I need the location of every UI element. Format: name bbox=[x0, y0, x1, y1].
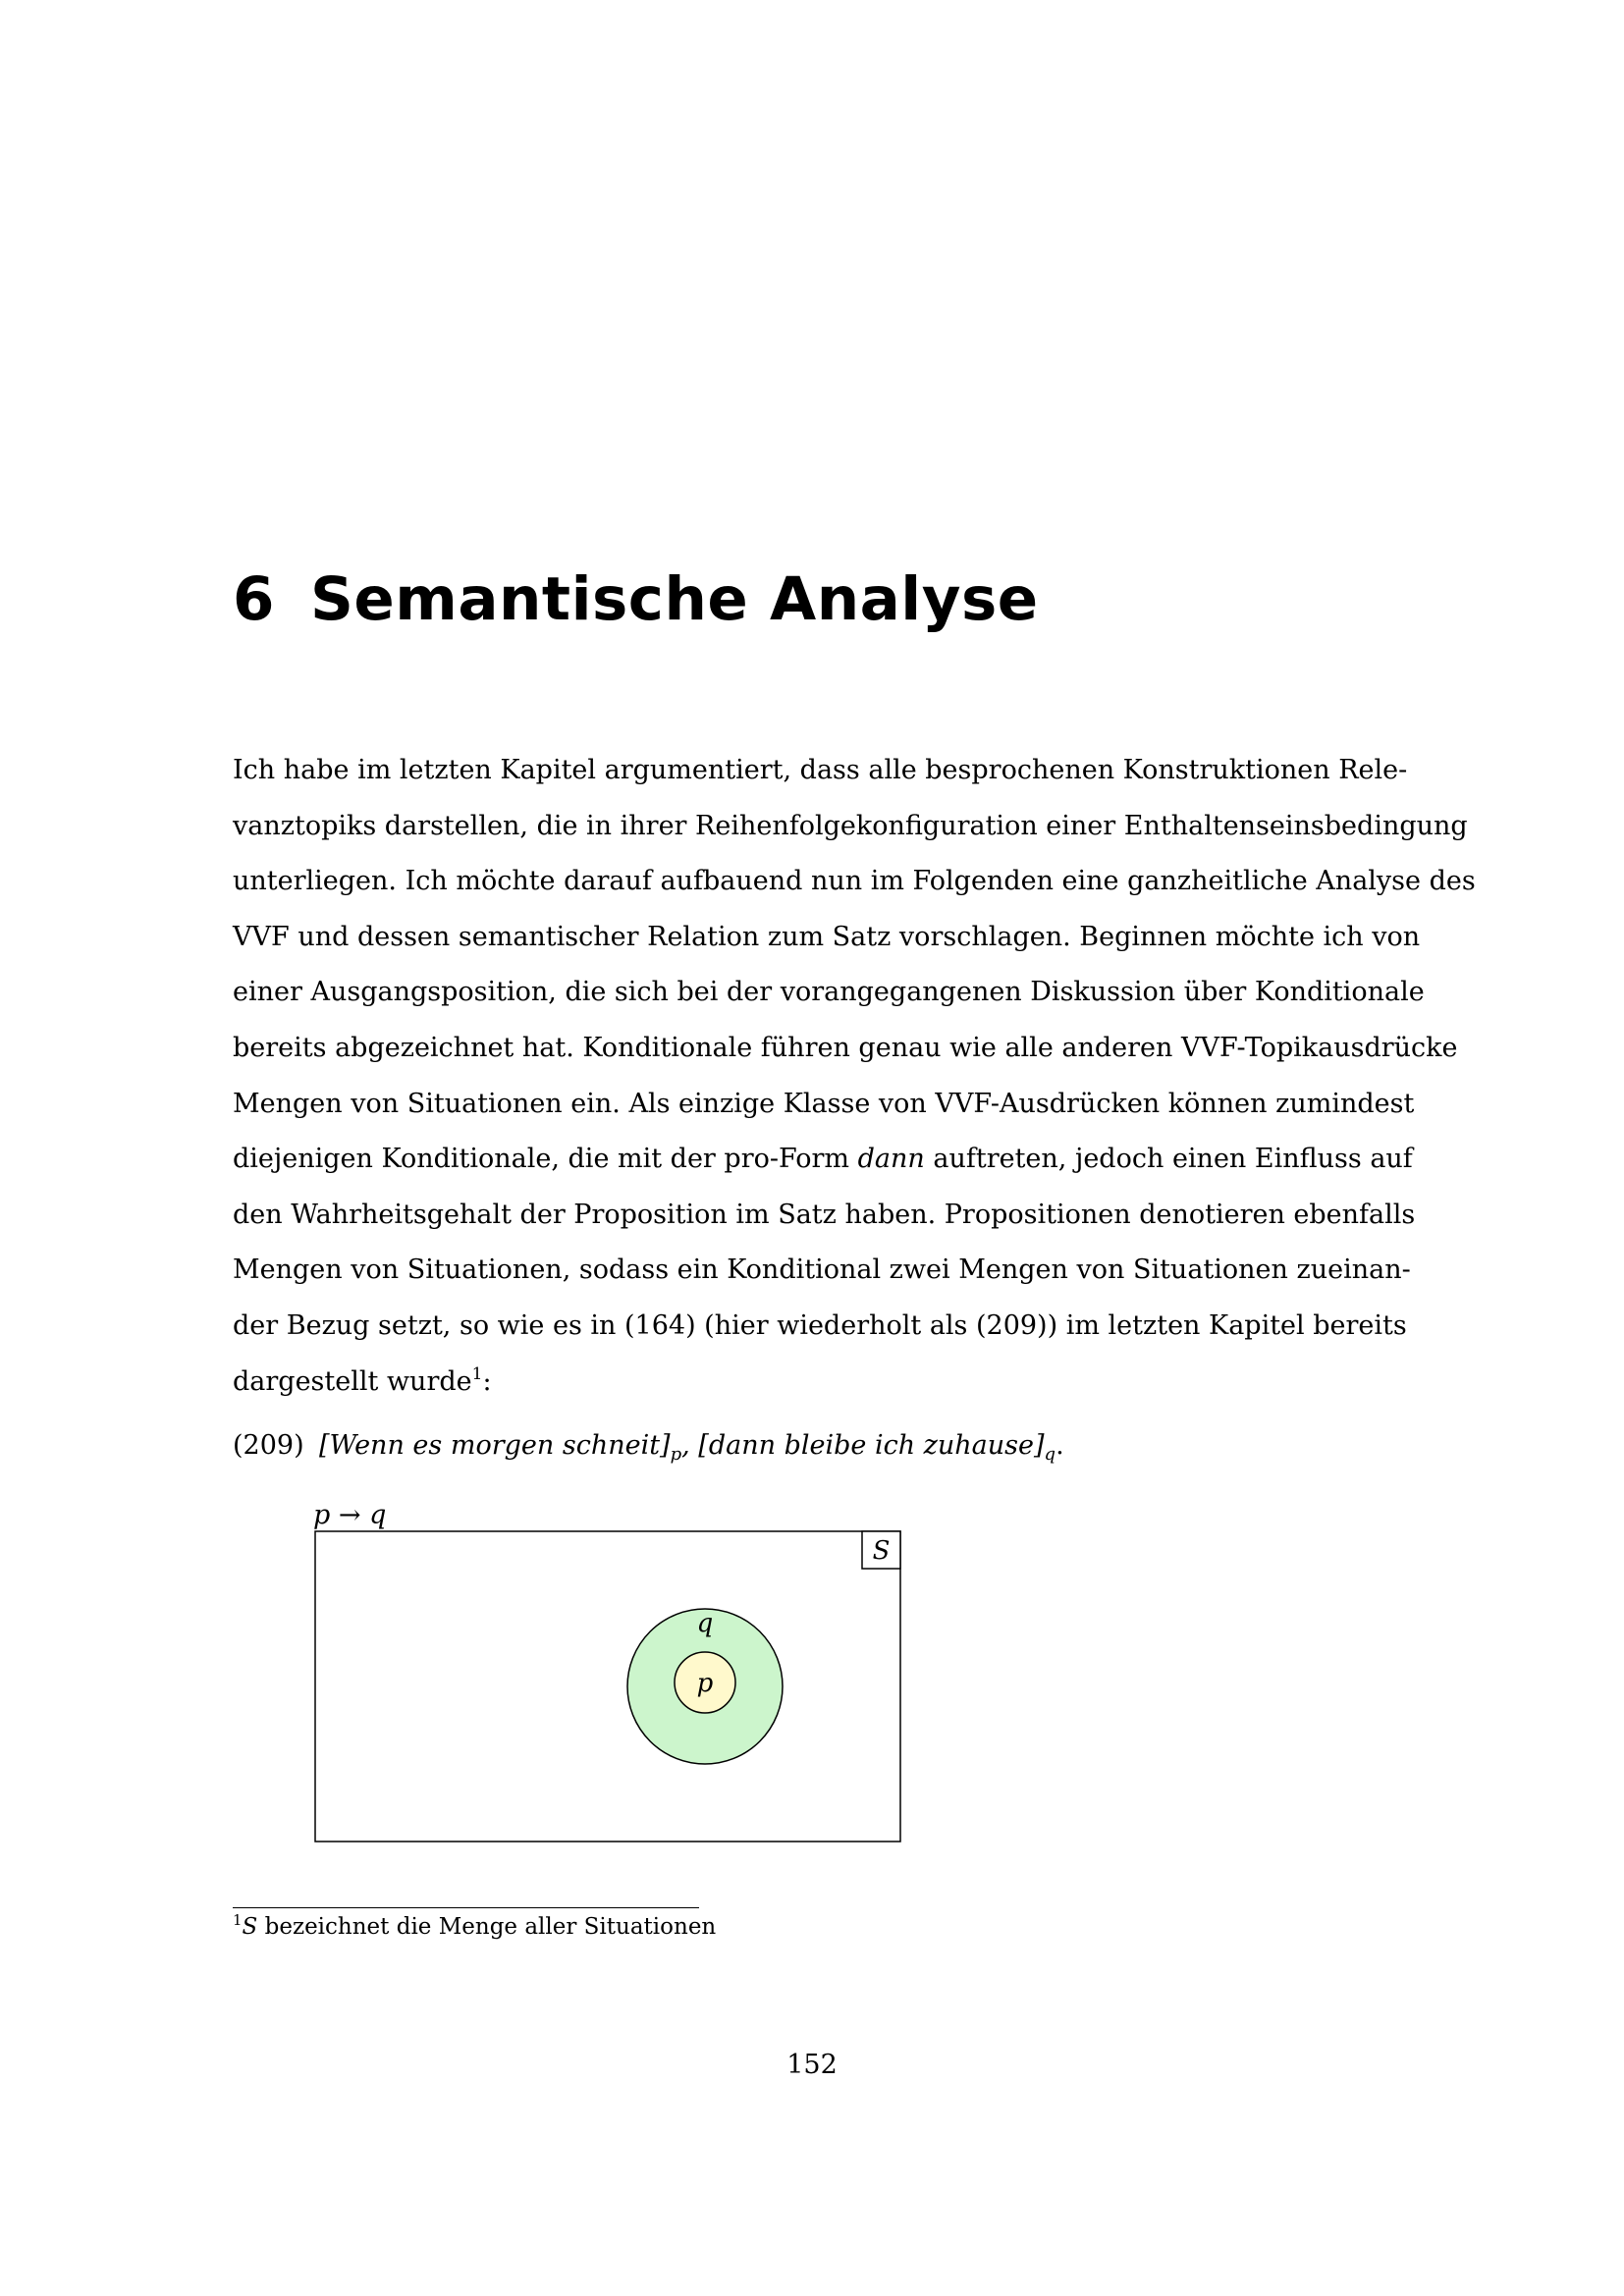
chapter-number: 6 bbox=[233, 564, 275, 634]
example-part-p: [Wenn es morgen schneit] bbox=[319, 1430, 671, 1461]
body-line: der Bezug setzt, so wie es in (164) (hier wiederholt als (209)) im letzten Kapitel bereits bbox=[233, 1309, 1407, 1341]
body-line: Mengen von Situationen ein. Als einzige Klasse von VVF-Ausdrücken können zumindest bbox=[233, 1088, 1415, 1119]
body-line: bereits abgezeichnet hat. Konditionale führen genau wie alle anderen VVF-Topikausdrücke bbox=[233, 1032, 1458, 1063]
subscript-p: p bbox=[670, 1444, 682, 1465]
implication-label: p → q bbox=[313, 1500, 387, 1530]
example-comma: , bbox=[681, 1430, 699, 1461]
p-label: p bbox=[696, 1669, 714, 1698]
body-line: den Wahrheitsgehalt der Proposition im Satz haben. Propositionen denotieren ebenfalls bbox=[233, 1199, 1416, 1230]
footnote bbox=[233, 1911, 717, 1940]
chapter-title bbox=[233, 564, 1039, 634]
footnote-reference[interactable]: 1 bbox=[471, 1363, 483, 1384]
body-paragraph bbox=[233, 743, 1476, 1410]
set-label: S bbox=[872, 1536, 891, 1566]
body-line bbox=[233, 1132, 1413, 1188]
body-line: einer Ausgangsposition, die sich bei der vorangegangenen Diskussion über Konditionale bbox=[233, 977, 1425, 1008]
subscript-q: q bbox=[1044, 1444, 1056, 1465]
example-209 bbox=[233, 1430, 1064, 1465]
footnote-symbol: S bbox=[242, 1914, 258, 1940]
situation-set-box bbox=[315, 1531, 900, 1842]
footnote-rule bbox=[233, 1907, 699, 1908]
page-number: 152 bbox=[786, 2050, 838, 2080]
example-end: . bbox=[1056, 1430, 1064, 1461]
q-label: q bbox=[696, 1609, 714, 1638]
example-part-q: [dann bleibe ich zuhause] bbox=[698, 1430, 1045, 1461]
body-line-text: dargestellt wurde bbox=[233, 1365, 472, 1397]
chapter-title-text: Semantische Analyse bbox=[309, 564, 1039, 634]
venn-diagram bbox=[295, 1490, 923, 1853]
example-number: (209) bbox=[233, 1430, 304, 1461]
body-line: VVF und dessen semantischer Relation zum Satz vorschlagen. Beginnen möchte ich von bbox=[233, 921, 1421, 952]
body-line-text: : bbox=[482, 1365, 492, 1397]
body-line: Mengen von Situationen, sodass ein Konditional zwei Mengen von Situationen zueinan- bbox=[233, 1255, 1411, 1286]
footnote-mark: 1 bbox=[233, 1911, 243, 1929]
body-line: unterliegen. Ich möchte darauf aufbauend nun im Folgenden eine ganzheitliche Analyse des bbox=[233, 866, 1476, 897]
body-line: vanztopiks darstellen, die in ihrer Reihenfolgekonfiguration einer Enthaltenseinsbedingung bbox=[233, 810, 1468, 841]
body-line-text: diejenigen Konditionale, die mit der pro-Form bbox=[233, 1144, 858, 1175]
footnote-text: bezeichnet die Menge aller Situationen bbox=[257, 1914, 717, 1940]
emphasis-dann: dann bbox=[857, 1144, 925, 1175]
body-line bbox=[233, 1355, 1398, 1411]
body-line: Ich habe im letzten Kapitel argumentiert, dass alle besprochenen Konstruktionen Rele- bbox=[233, 755, 1408, 785]
body-line-text: auftreten, jedoch einen Einfluss auf bbox=[924, 1144, 1413, 1175]
